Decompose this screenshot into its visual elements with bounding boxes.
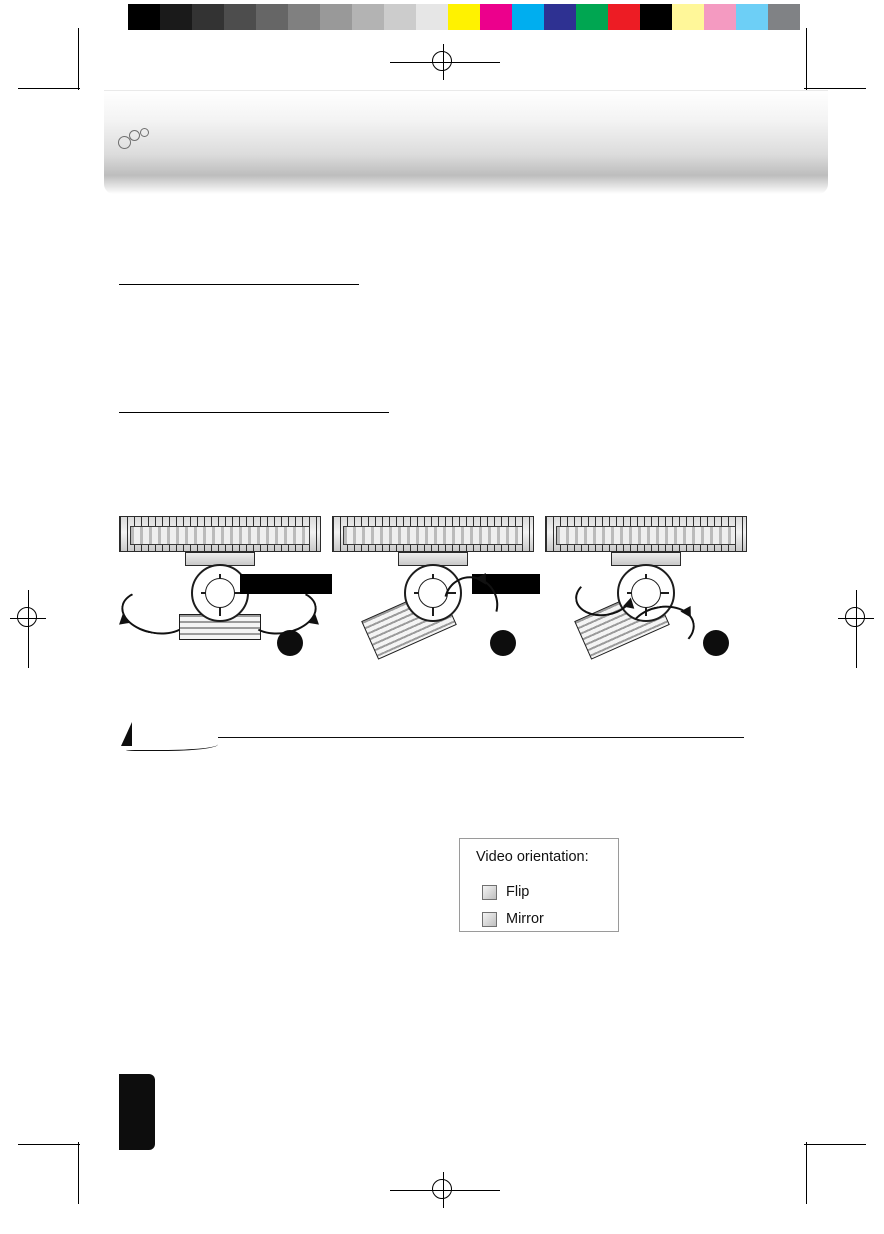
registration-mark-top-center — [425, 44, 461, 80]
bubbles-logo-icon — [118, 128, 166, 152]
page-number — [119, 1074, 155, 1150]
figure-camera-tilt — [332, 516, 534, 662]
crop-mark-top-right-h — [804, 88, 866, 89]
crop-mark-top-right-v — [806, 28, 807, 90]
greyscale-calibration-strip — [128, 4, 480, 30]
note-squiggle-rule — [126, 740, 218, 751]
flip-checkbox[interactable] — [482, 885, 497, 900]
figure-row — [119, 516, 749, 662]
crop-mark-top-left-v — [78, 28, 79, 90]
redaction-bar-left — [240, 574, 332, 594]
figure-badge-2 — [490, 630, 516, 656]
section-heading-1 — [119, 281, 359, 285]
figure-badge-1 — [277, 630, 303, 656]
figure-camera-rotate — [545, 516, 747, 662]
flip-label: Flip — [506, 884, 530, 900]
mount-plate — [332, 516, 534, 552]
crop-mark-bottom-right-v — [806, 1142, 807, 1204]
figure-badge-3 — [703, 630, 729, 656]
crop-mark-bottom-left-v — [78, 1142, 79, 1204]
color-calibration-strip — [448, 4, 800, 30]
mirror-checkbox[interactable] — [482, 912, 497, 927]
mirror-label: Mirror — [506, 911, 544, 927]
camera-lens — [205, 578, 235, 608]
crop-mark-top-left-h — [18, 88, 80, 89]
crop-mark-bottom-left-h — [18, 1144, 80, 1145]
crop-mark-bottom-right-h — [804, 1144, 866, 1145]
mount-plate — [545, 516, 747, 552]
mount-plate — [119, 516, 321, 552]
registration-mark-right-middle — [838, 600, 874, 636]
flip-option-row[interactable] — [482, 884, 529, 900]
page-header-band — [104, 90, 828, 194]
registration-mark-left-middle — [10, 600, 46, 636]
section-heading-2 — [119, 409, 389, 413]
video-orientation-title: Video orientation: — [476, 849, 589, 865]
mirror-option-row[interactable] — [482, 911, 544, 927]
video-orientation-panel — [459, 838, 619, 932]
registration-mark-bottom-center — [425, 1172, 461, 1208]
note-horizontal-rule — [218, 737, 744, 738]
